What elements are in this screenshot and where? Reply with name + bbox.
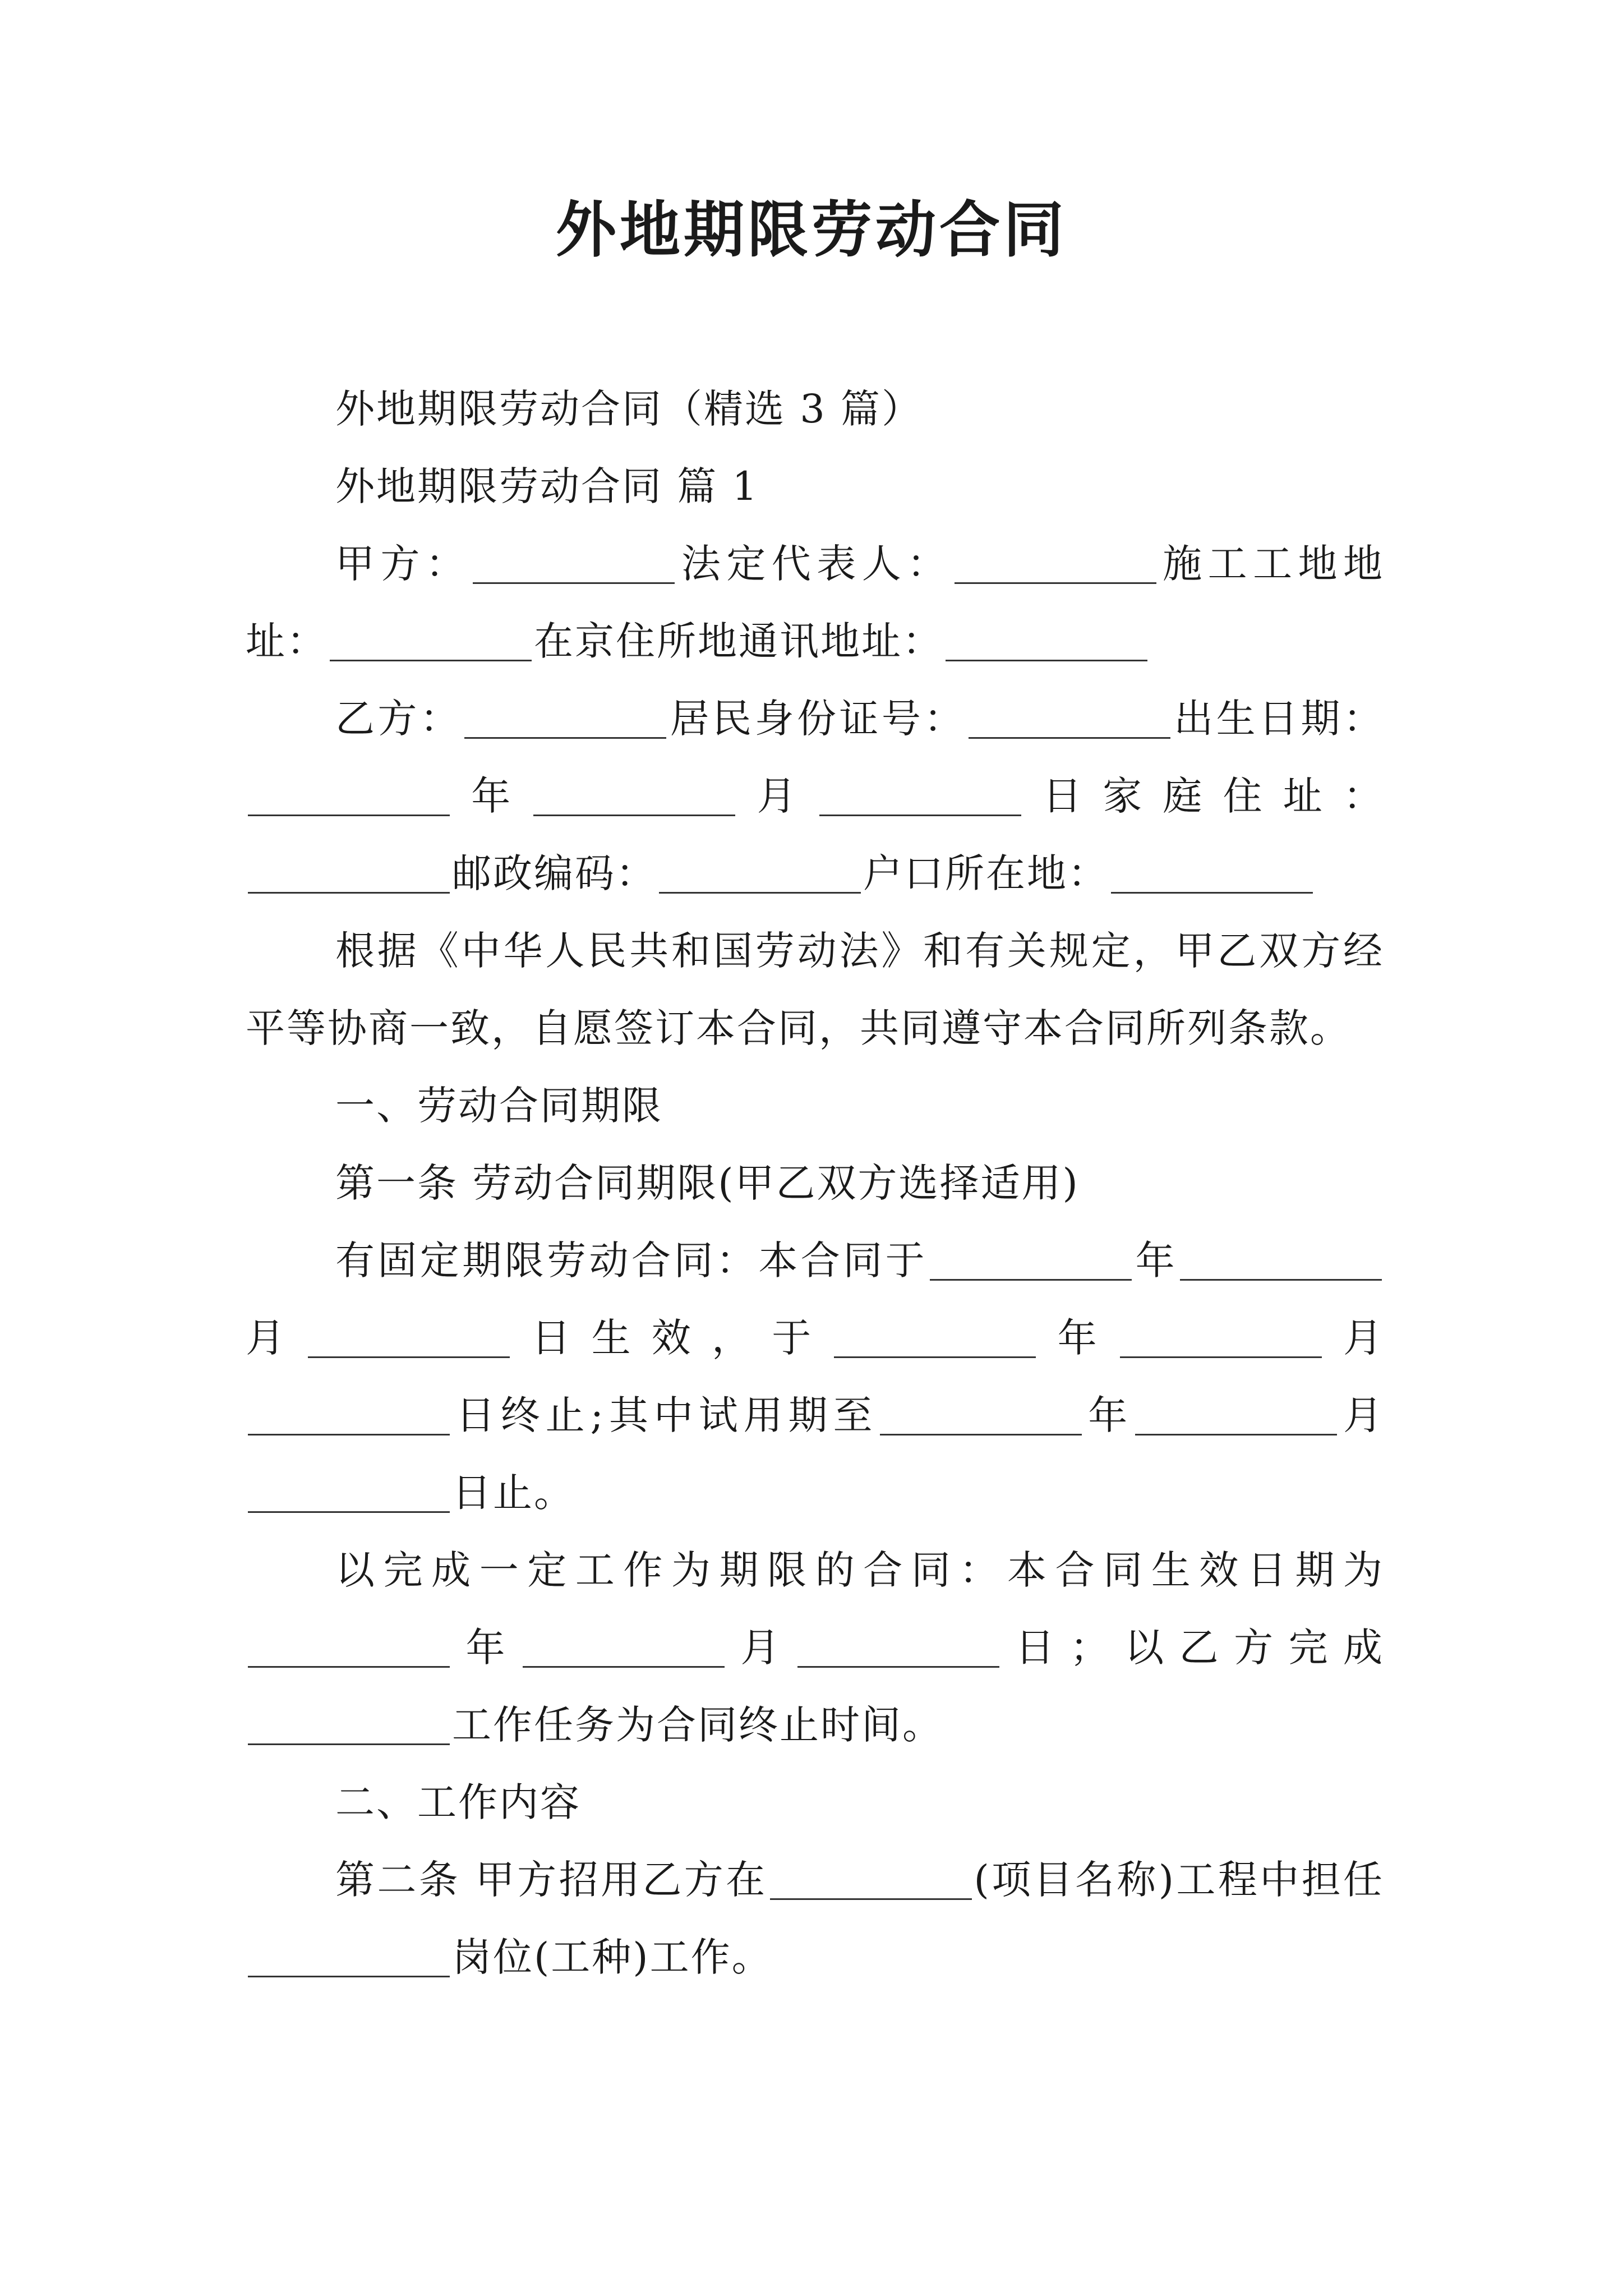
blank-field: [1180, 1240, 1382, 1281]
article-1: 第一条 劳动合同期限(甲乙双方选择适用): [335, 1160, 1080, 1206]
blank-field: [819, 775, 1021, 816]
task-completion-text: 日；以乙方完成: [1001, 1625, 1385, 1671]
month-label: 月: [1339, 1392, 1385, 1438]
site-address-label: 施工工地地址：: [246, 541, 1385, 664]
blank-field: [834, 1317, 1036, 1358]
blank-field: [930, 1240, 1132, 1281]
month-label: 月: [1324, 1315, 1385, 1361]
blank-field: [533, 775, 735, 816]
blank-field: [330, 620, 532, 661]
year-label: 年: [1084, 1392, 1133, 1438]
task-term-clause: [246, 1531, 1384, 1764]
blank-field: [1111, 853, 1313, 894]
blank-field: [248, 1472, 450, 1513]
blank-field: [308, 1317, 510, 1358]
legal-rep-label: 法定代表人：: [677, 541, 952, 587]
party-a-info: [246, 525, 1384, 680]
article-2: [246, 1841, 1384, 1996]
section-1-heading: 一、劳动合同期限: [335, 1083, 663, 1129]
fixed-term-text: 有固定期限劳动合同：本合同于: [335, 1237, 928, 1283]
blank-field: [248, 1627, 450, 1668]
blank-field: [248, 775, 450, 816]
task-end-text: 工作任务为合同终止时间。: [452, 1702, 943, 1748]
hukou-label: 户口所在地：: [863, 850, 1109, 896]
article-2-text-a: 第二条 甲方招用乙方在: [335, 1857, 768, 1903]
birth-date-label: 出生日期：: [1172, 696, 1384, 742]
document-title: 外地期限劳动合同: [555, 195, 1067, 265]
blank-field: [797, 1627, 999, 1668]
zip-label: 邮政编码：: [452, 850, 657, 896]
preamble: 根据《中华人民共和国劳动法》和有关规定，甲乙双方经平等协商一致，自愿签订本合同，共同遵守本合同所列条款。: [246, 928, 1384, 1051]
blank-field: [523, 1627, 725, 1668]
year-label: 年: [1134, 1237, 1178, 1283]
year-label: 年: [452, 1625, 520, 1671]
blank-field: [464, 698, 666, 739]
day-label: 日: [452, 1470, 493, 1516]
party-b-label: 乙方：: [335, 696, 463, 742]
beijing-address-label: 在京住所地通讯地址：: [534, 618, 943, 664]
year-label: 年: [1038, 1315, 1118, 1361]
blank-field: [955, 543, 1156, 584]
effective-text: 日生效，于: [512, 1315, 832, 1361]
year-label: 年: [452, 773, 532, 819]
blank-field: [946, 620, 1147, 661]
stop-text: 止。: [493, 1470, 575, 1516]
blank-field: [659, 853, 861, 894]
id-number-label: 居民身份证号：: [668, 696, 966, 742]
fixed-term-clause: [246, 1222, 1384, 1531]
part-heading: 外地期限劳动合同 篇 1: [335, 463, 759, 509]
blank-field: [770, 1859, 972, 1900]
blank-field: [248, 1936, 450, 1977]
blank-field: [248, 1395, 450, 1435]
blank-field: [880, 1395, 1082, 1435]
blank-field: [248, 853, 450, 894]
blank-field: [1120, 1317, 1322, 1358]
party-b-info: [246, 680, 1384, 912]
article-2-text-b: (项目名称)工程中担任: [974, 1857, 1384, 1903]
month-label: 月: [726, 1625, 795, 1671]
blank-field: [1135, 1395, 1337, 1435]
month-label: 月: [737, 773, 817, 819]
party-a-label: 甲方：: [335, 541, 471, 587]
task-term-text: 以完成一定工作为期限的合同：本合同生效日期为: [335, 1547, 1384, 1593]
termination-trial-text: 日终止;其中试用期至: [452, 1392, 878, 1438]
section-2-heading: 二、工作内容: [335, 1779, 581, 1825]
subtitle: 外地期限劳动合同（精选 3 篇）: [335, 386, 923, 432]
blank-field: [473, 543, 675, 584]
document-body: [246, 370, 1384, 1996]
month-label: 月: [246, 1315, 306, 1361]
blank-field: [969, 698, 1170, 739]
home-address-label: 日家庭住址：: [1023, 773, 1385, 819]
article-2-text-c: 岗位(工种)工作。: [452, 1934, 773, 1980]
blank-field: [248, 1704, 450, 1745]
